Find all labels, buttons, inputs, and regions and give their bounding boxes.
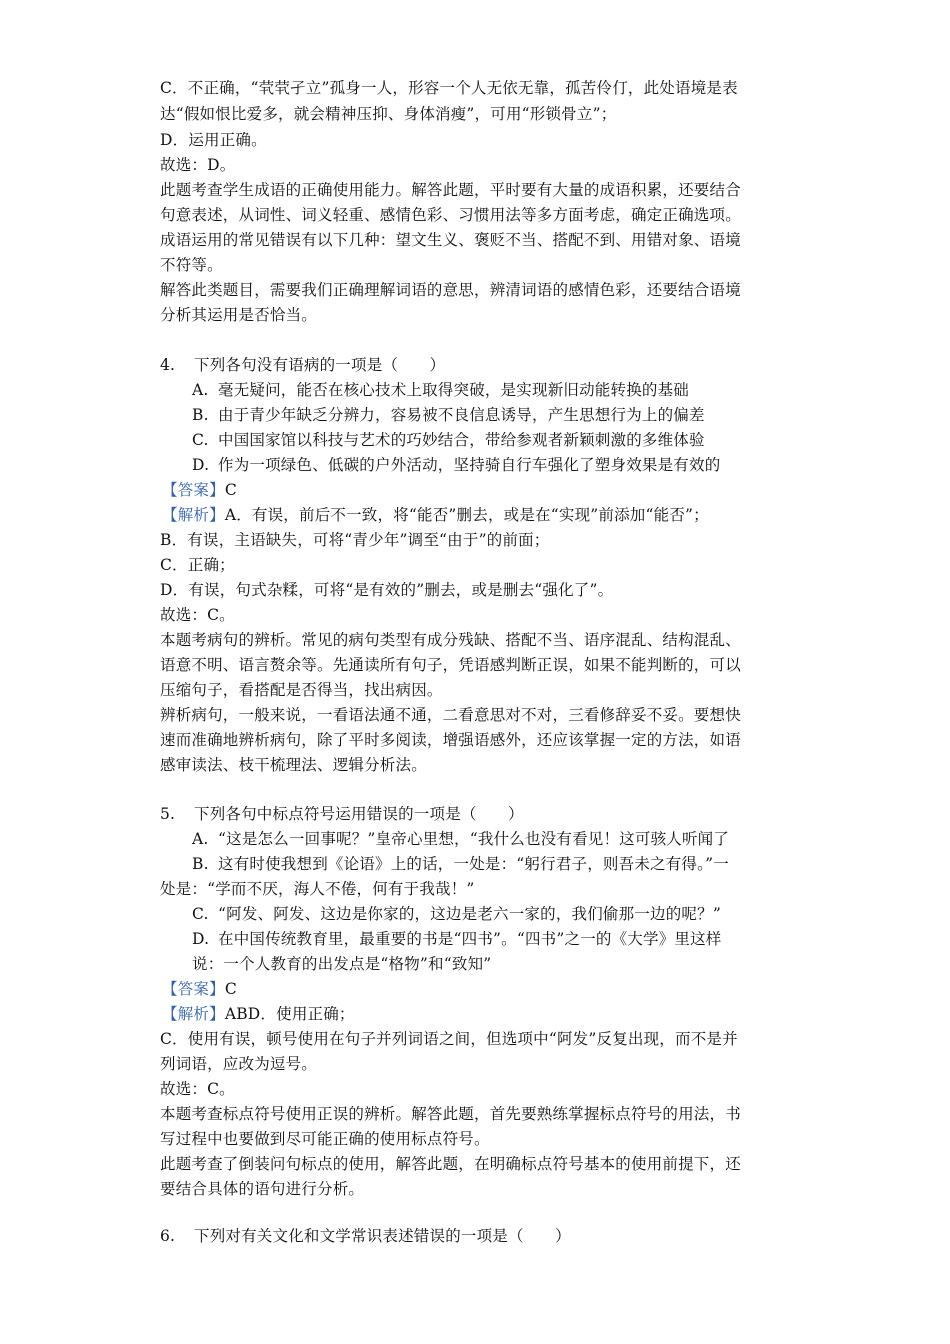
question-5-stem (160, 802, 800, 826)
answer-value: C (224, 980, 237, 998)
option-a: A. “这是怎么一回事呢？”皇帝心里想，“我什么也没有看见！这可骇人听闻了 (192, 830, 730, 848)
option-b: B. 这有时使我想到《论语》上的话，一处是：“躬行君子，则吾未之有得。”一 (192, 855, 729, 873)
analysis-line: 本题考查标点符号使用正误的辨析。解答此题，首先要熟练掌握标点符号的用法，书 (160, 1105, 741, 1123)
analysis-line: 辨析病句，一般来说，一看语法通不通，二看意思对不对，三看修辞妥不妥。要想快 (160, 706, 741, 724)
q3-analysis-line: 句意表述，从词性、词义轻重、感情色彩、习惯用法等多方面考虑，确定正确选项。 (160, 206, 741, 224)
analysis-line: 要结合具体的语句进行分析。 (160, 1180, 365, 1198)
q3-analysis-line: 达“假如恨比爱多，就会精神压抑、身体消瘦”，可用“形锁骨立”； (160, 105, 617, 123)
question-4-stem (160, 353, 800, 377)
analysis-line: B．有误，主语缺失，可将“青少年”调至“由于”的前面； (160, 531, 550, 549)
analysis-line: 列词语，应改为逗号。 (160, 1055, 318, 1073)
analysis-line: 【解析】ABD．使用正确； (162, 1005, 355, 1023)
q3-analysis-line: 分析其运用是否恰当。 (160, 306, 318, 324)
analysis-line: 语意不明、语言赘余等。先通读所有句子，凭语感判断正误，如果不能判断的，可以 (160, 656, 741, 674)
q3-analysis-line: C．不正确，“茕茕孑立”孤身一人，形容一个人无依无靠，孤苦伶仃，此处语境是表 (160, 79, 738, 97)
answer-tag: 【答案】 (162, 481, 225, 499)
question-number: 5. (160, 805, 176, 823)
analysis-line: 压缩句子，看搭配是否得当，找出病因。 (160, 681, 443, 699)
question-text: 下列各句中标点符号运用错误的一项是（ ） (194, 805, 524, 823)
option-b: B. 由于青少年缺乏分辨力，容易被不良信息诱导，产生思想行为上的偏差 (192, 406, 705, 424)
question-text: 下列对有关文化和文学常识表述错误的一项是（ ） (194, 1227, 571, 1245)
analysis-line: 写过程中也要做到尽可能正确的使用标点符号。 (160, 1130, 490, 1148)
question-number: 4. (160, 356, 176, 374)
analysis-tag: 【解析】 (162, 506, 225, 524)
q3-analysis-line: 此题考查学生成语的正确使用能力。解答此题，平时要有大量的成语积累，还要结合 (160, 181, 741, 199)
question-number: 6. (160, 1227, 176, 1245)
answer-line (162, 478, 802, 502)
option-d: D. 作为一项绿色、低碳的户外活动，坚持骑自行车强化了塑身效果是有效的 (192, 456, 721, 474)
option-c: C. “阿发、阿发、这边是你家的，这边是老六一家的，我们偷那一边的呢？” (192, 905, 721, 923)
option-a: A. 毫无疑问，能否在核心技术上取得突破，是实现新旧动能转换的基础 (192, 381, 690, 399)
analysis-line: C．使用有误，顿号使用在句子并列词语之间，但选项中“阿发”反复出现，而不是并 (160, 1030, 738, 1048)
analysis-line: C．正确； (160, 556, 235, 574)
analysis-line: 故选：C。 (160, 606, 235, 624)
q3-analysis-line: 解答此类题目，需要我们正确理解词语的意思，辨清词语的感情色彩，还要结合语境 (160, 281, 741, 299)
q3-analysis-line: 故选：D。 (160, 156, 236, 174)
answer-tag: 【答案】 (162, 980, 225, 998)
q3-analysis-line: 成语运用的常见错误有以下几种：望文生义、褒贬不当、搭配不到、用错对象、语境 (160, 231, 741, 249)
option-d-continued: 说：一个人教育的出发点是“格物”和“致知” (192, 955, 492, 973)
question-6-stem (160, 1224, 800, 1248)
question-text: 下列各句没有语病的一项是（ ） (194, 356, 446, 374)
analysis-line: D．有误，句式杂糅，可将“是有效的”删去，或是删去“强化了”。 (160, 581, 614, 599)
answer-value: C (224, 481, 237, 499)
analysis-line: 本题考病句的辨析。常见的病句类型有成分残缺、搭配不当、语序混乱、结构混乱、 (160, 631, 741, 649)
analysis-line: 速而准确地辨析病句，除了平时多阅读，增强语感外，还应该掌握一定的方法，如语 (160, 731, 741, 749)
option-d: D. 在中国传统教育里，最重要的书是“四书”。“四书”之一的《大学》里这样 (192, 930, 722, 948)
answer-line (162, 977, 802, 1001)
option-c: C. 中国国家馆以科技与艺术的巧妙结合，带给参观者新颖刺激的多维体验 (192, 431, 705, 449)
analysis-line: 【解析】A．有误，前后不一致，将“能否”删去，或是在“实现”前添加“能否”； (162, 506, 709, 524)
analysis-tag: 【解析】 (162, 1005, 225, 1023)
analysis-line: 此题考查了倒装问句标点的使用，解答此题，在明确标点符号基本的使用前提下，还 (160, 1155, 741, 1173)
q3-analysis-line: D．运用正确。 (160, 131, 267, 149)
option-b-continued: 处是：“学而不厌，海人不倦，何有于我哉！” (160, 880, 475, 898)
q3-analysis-line: 不符等。 (160, 256, 223, 274)
analysis-line: 感审读法、枝干梳理法、逻辑分析法。 (160, 756, 427, 774)
analysis-line: 故选：C。 (160, 1080, 235, 1098)
